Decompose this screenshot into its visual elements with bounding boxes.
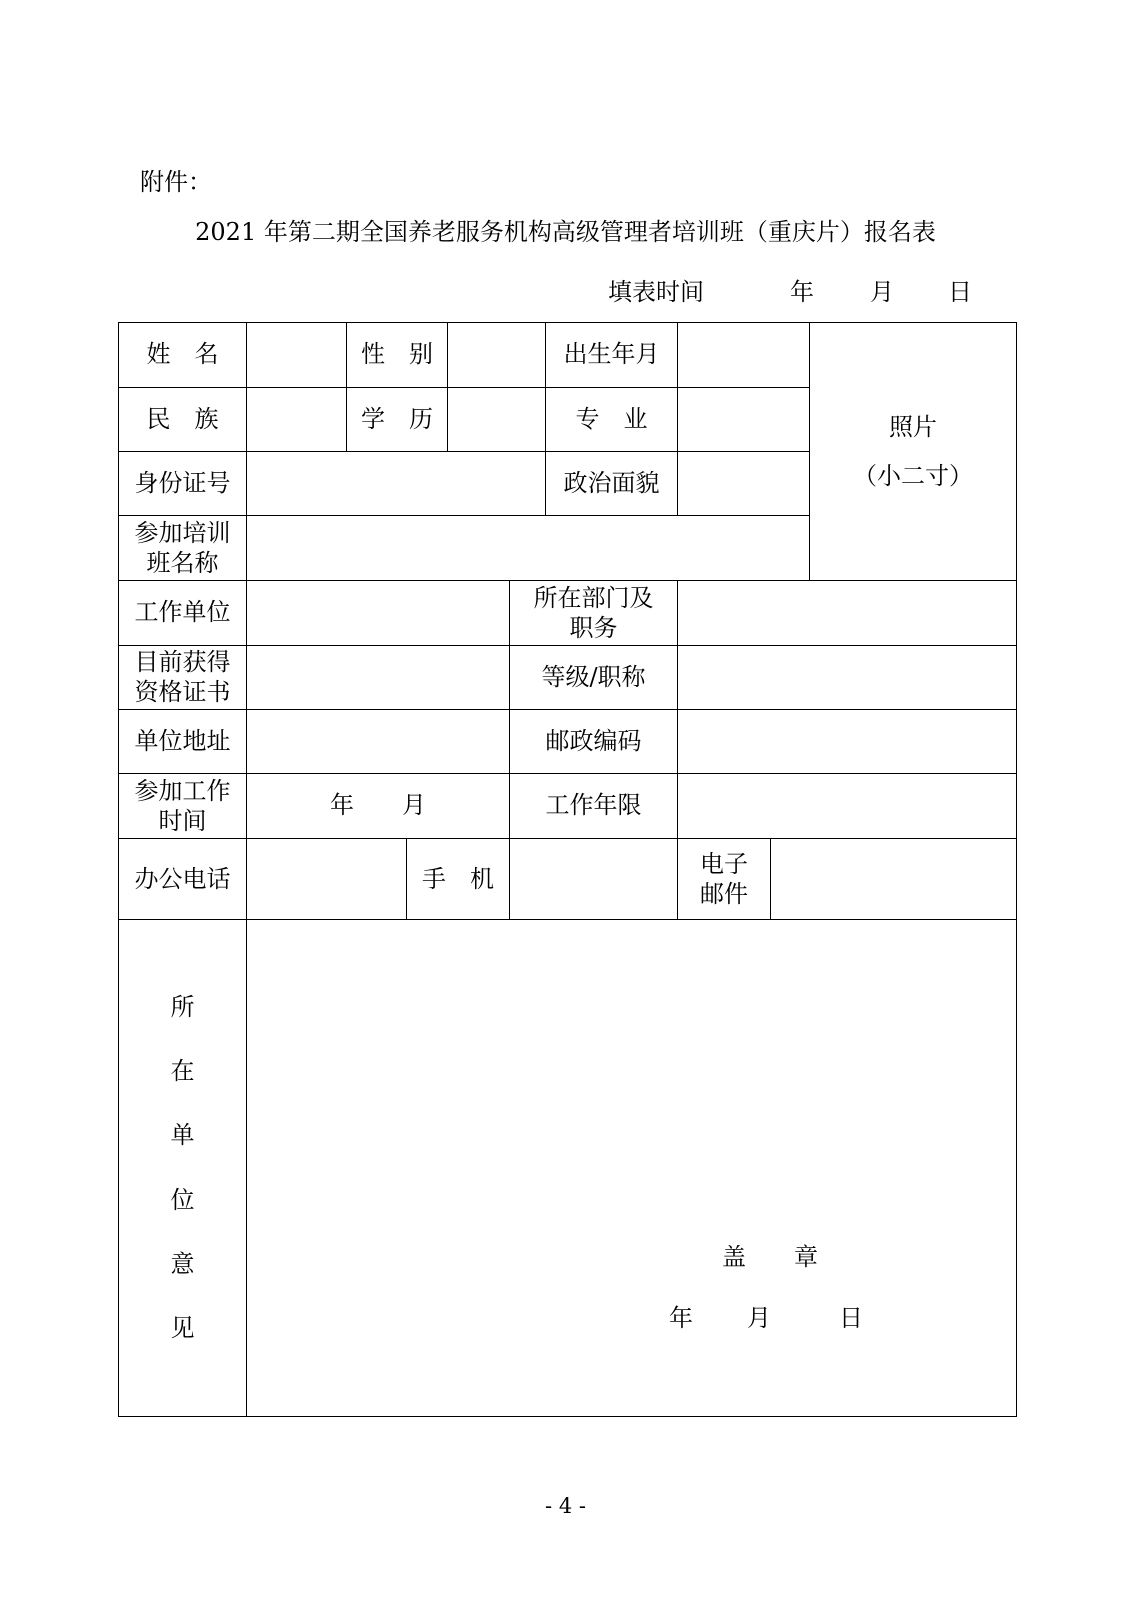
major-input[interactable] xyxy=(678,388,810,452)
form-title: 2021 年第二期全国养老服务机构高级管理者培训班（重庆片）报名表 xyxy=(195,218,936,246)
gender-input[interactable] xyxy=(448,323,546,388)
ethnicity-input[interactable] xyxy=(247,388,347,452)
work-start-label-line2: 时间 xyxy=(158,806,207,835)
ethnicity-label: 民 族 xyxy=(119,388,247,452)
opinion-date-day: 日 xyxy=(839,1304,863,1333)
fill-date-day: 日 xyxy=(948,278,972,306)
birth-input[interactable] xyxy=(678,323,810,388)
seal-label: 盖 章 xyxy=(722,1243,818,1272)
gender-label: 性 别 xyxy=(347,323,448,388)
table-row xyxy=(119,581,1017,645)
employer-label: 工作单位 xyxy=(119,581,247,645)
dept-position-label xyxy=(510,581,678,645)
opinion-date-year: 年 xyxy=(669,1304,693,1333)
certificate-label xyxy=(119,645,247,709)
course-name-label-line1: 参加培训 xyxy=(134,519,231,548)
email-label-line2: 邮件 xyxy=(700,880,748,909)
major-label: 专 业 xyxy=(546,388,678,452)
table-row xyxy=(119,773,1017,838)
course-name-label xyxy=(119,516,247,581)
office-phone-label: 办公电话 xyxy=(119,838,247,919)
employer-input[interactable] xyxy=(247,581,510,645)
course-name-input[interactable] xyxy=(247,516,810,581)
email-label-line1: 电子 xyxy=(700,850,748,879)
fill-date-label: 填表时间 xyxy=(608,278,704,306)
email-label xyxy=(678,838,771,919)
photo-size-label: （小二寸） xyxy=(853,461,973,490)
dept-position-label-line2: 职务 xyxy=(569,614,618,643)
grade-title-input[interactable] xyxy=(678,645,1017,709)
unit-opinion-input[interactable] xyxy=(247,920,1017,1417)
postcode-input[interactable] xyxy=(678,709,1017,773)
unit-opinion-label xyxy=(119,920,247,1417)
address-input[interactable] xyxy=(247,709,510,773)
opinion-char: 在 xyxy=(170,1057,195,1086)
opinion-char: 所 xyxy=(170,993,195,1022)
birth-label: 出生年月 xyxy=(546,323,678,388)
attachment-label: 附件： xyxy=(140,168,212,196)
mobile-input[interactable] xyxy=(510,838,678,919)
postcode-label: 邮政编码 xyxy=(510,709,678,773)
political-status-input[interactable] xyxy=(678,452,810,516)
certificate-label-line1: 目前获得 xyxy=(134,648,231,677)
work-start-label-line1: 参加工作 xyxy=(134,776,231,805)
photo-label: 照片 xyxy=(889,412,937,441)
opinion-char: 意 xyxy=(170,1249,195,1278)
work-start-input[interactable]: 年 月 xyxy=(247,773,510,838)
fill-date-year: 年 xyxy=(790,278,814,306)
office-phone-input[interactable] xyxy=(247,838,407,919)
opinion-char: 见 xyxy=(170,1314,195,1343)
education-label: 学 历 xyxy=(347,388,448,452)
course-name-label-line2: 班名称 xyxy=(146,549,219,578)
table-row xyxy=(119,838,1017,919)
dept-position-input[interactable] xyxy=(678,581,1017,645)
registration-form-table xyxy=(118,322,1017,1417)
mobile-label: 手 机 xyxy=(407,838,510,919)
email-input[interactable] xyxy=(771,838,1017,919)
table-row xyxy=(119,645,1017,709)
political-status-label: 政治面貌 xyxy=(546,452,678,516)
education-input[interactable] xyxy=(448,388,546,452)
work-start-label xyxy=(119,773,247,838)
opinion-date-month: 月 xyxy=(747,1304,771,1333)
table-row xyxy=(119,323,1017,388)
name-input[interactable] xyxy=(247,323,347,388)
id-number-input[interactable] xyxy=(247,452,546,516)
photo-box[interactable] xyxy=(810,323,1017,581)
table-row xyxy=(119,709,1017,773)
work-years-label: 工作年限 xyxy=(510,773,678,838)
id-number-label: 身份证号 xyxy=(119,452,247,516)
page-number: - 4 - xyxy=(545,1494,586,1518)
certificate-input[interactable] xyxy=(247,645,510,709)
opinion-char: 单 xyxy=(170,1121,195,1150)
work-years-input[interactable] xyxy=(678,773,1017,838)
fill-date-month: 月 xyxy=(870,278,894,306)
address-label: 单位地址 xyxy=(119,709,247,773)
name-label: 姓 名 xyxy=(119,323,247,388)
grade-title-label: 等级/职称 xyxy=(510,645,678,709)
certificate-label-line2: 资格证书 xyxy=(134,678,231,707)
table-row xyxy=(119,920,1017,1417)
opinion-char: 位 xyxy=(170,1185,195,1214)
dept-position-label-line1: 所在部门及 xyxy=(533,584,654,613)
